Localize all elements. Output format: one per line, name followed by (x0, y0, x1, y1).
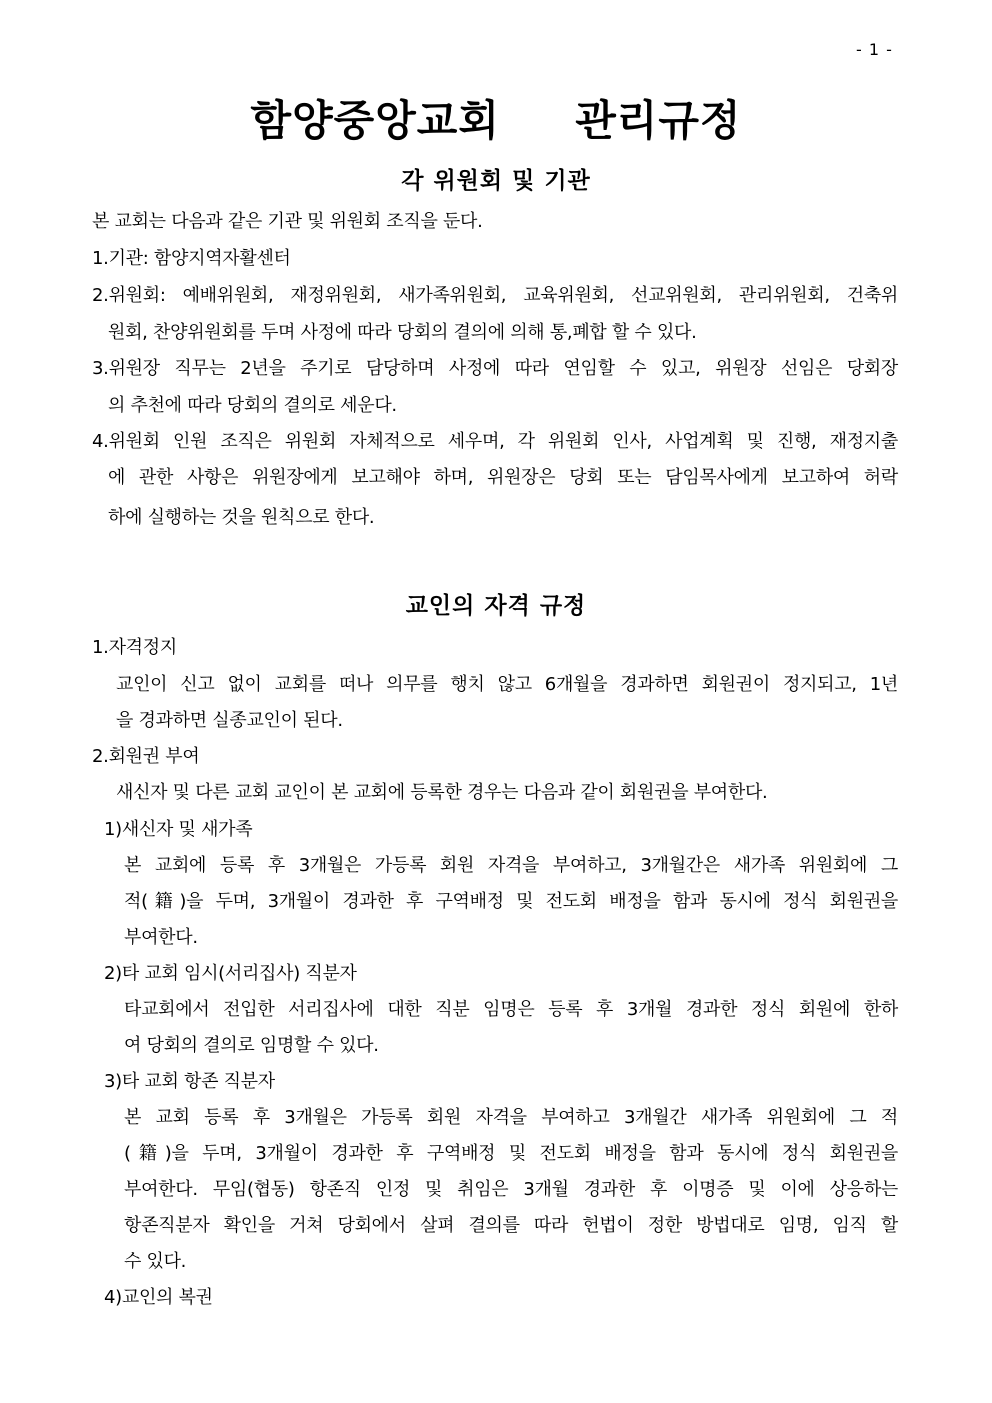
paragraph-line: 부여한다. (124, 927, 198, 948)
paragraph-line: 새신자 및 다른 교회 교인이 본 교회에 등록한 경우는 다음과 같이 회원권을 부여한다. (116, 782, 768, 803)
paragraph-line: 본 교회에 등록 후 3개월은 가등록 회원 자격을 부여하고, 3개월간은 새가족 위원회에 그 (124, 855, 898, 876)
list-item-chair-duty-cont: 의 추천에 따라 당회의 결의로 세운다. (108, 395, 397, 416)
sub-item-reinstatement: 4)교인의 복권 (104, 1287, 213, 1308)
paragraph-line: 적(籍)을 두며, 3개월이 경과한 후 구역배정 및 전도회 배정을 함과 동시에 정식 회원권을 (124, 891, 898, 912)
list-item-suspension: 1.자격정지 (92, 637, 177, 658)
list-item-committee-staff: 4.위원회 인원 조직은 위원회 자체적으로 세우며, 각 위원회 인사, 사업계획 및 진행, 재정지출 (92, 431, 898, 452)
paragraph-line: 을 경과하면 실종교인이 된다. (116, 710, 343, 731)
list-item-membership-grant: 2.회원권 부여 (92, 746, 200, 767)
list-item-committees-cont: 원회, 찬양위원회를 두며 사정에 따라 당회의 결의에 의해 통,폐합 할 수 있다. (108, 322, 697, 343)
paragraph-line: 타교회에서 전입한 서리집사에 대한 직분 임명은 등록 후 3개월 경과한 정식 회원에 한하 (124, 999, 898, 1020)
list-item-organization: 1.기관: 함양지역자활센터 (92, 248, 291, 269)
sub-item-temp-officer: 2)타 교회 임시(서리집사) 직분자 (104, 963, 357, 984)
paragraph-line: 본 교회는 다음과 같은 기관 및 위원회 조직을 둔다. (92, 211, 483, 232)
list-item-committee-staff-cont: 에 관한 사항은 위원장에게 보고해야 하며, 위원장은 당회 또는 담임목사에게 보고하여 허락 (108, 467, 898, 488)
page-number: - 1 - (856, 40, 893, 59)
sub-item-permanent-officer: 3)타 교회 항존 직분자 (104, 1071, 275, 1092)
paragraph-line: 수 있다. (124, 1251, 187, 1272)
list-item-chair-duty: 3.위원장 직무는 2년을 주기로 담당하며 사정에 따라 연임할 수 있고, 위원장 선임은 당회장 (92, 358, 898, 379)
section-heading-member-qualification: 교인의 자격 규정 (405, 593, 587, 619)
paragraph-line: 본 교회 등록 후 3개월은 가등록 회원 자격을 부여하고 3개월간 새가족 위원회에 그 적 (124, 1107, 898, 1128)
section-heading-committees: 각 위원회 및 기관 (401, 168, 591, 194)
paragraph-line: 항존직분자 확인을 거쳐 당회에서 살펴 결의를 따라 헌법이 정한 방법대로 임명, 임직 할 (124, 1215, 898, 1236)
list-item-committee-staff-cont2: 하에 실행하는 것을 원칙으로 한다. (108, 507, 375, 528)
list-item-committees: 2.위원회: 예배위원회, 재정위원회, 새가족위원회, 교육위원회, 선교위원회, 관리위원회, 건축위 (92, 285, 898, 306)
paragraph-line: 교인이 신고 없이 교회를 떠나 의무를 행치 않고 6개월을 경과하면 회원권이 정지되고, 1년 (116, 674, 898, 695)
document-title: 함양중앙교회 관리규정 (250, 96, 742, 145)
paragraph-line: 여 당회의 결의로 임명할 수 있다. (124, 1035, 379, 1056)
sub-item-new-believer: 1)새신자 및 새가족 (104, 819, 253, 840)
paragraph-line: (籍)을 두며, 3개월이 경과한 후 구역배정 및 전도회 배정을 함과 동시에 정식 회원권을 (124, 1143, 898, 1164)
paragraph-line: 부여한다. 무임(협동) 항존직 인정 및 취임은 3개월 경과한 후 이명증 및 이에 상응하는 (124, 1179, 898, 1200)
